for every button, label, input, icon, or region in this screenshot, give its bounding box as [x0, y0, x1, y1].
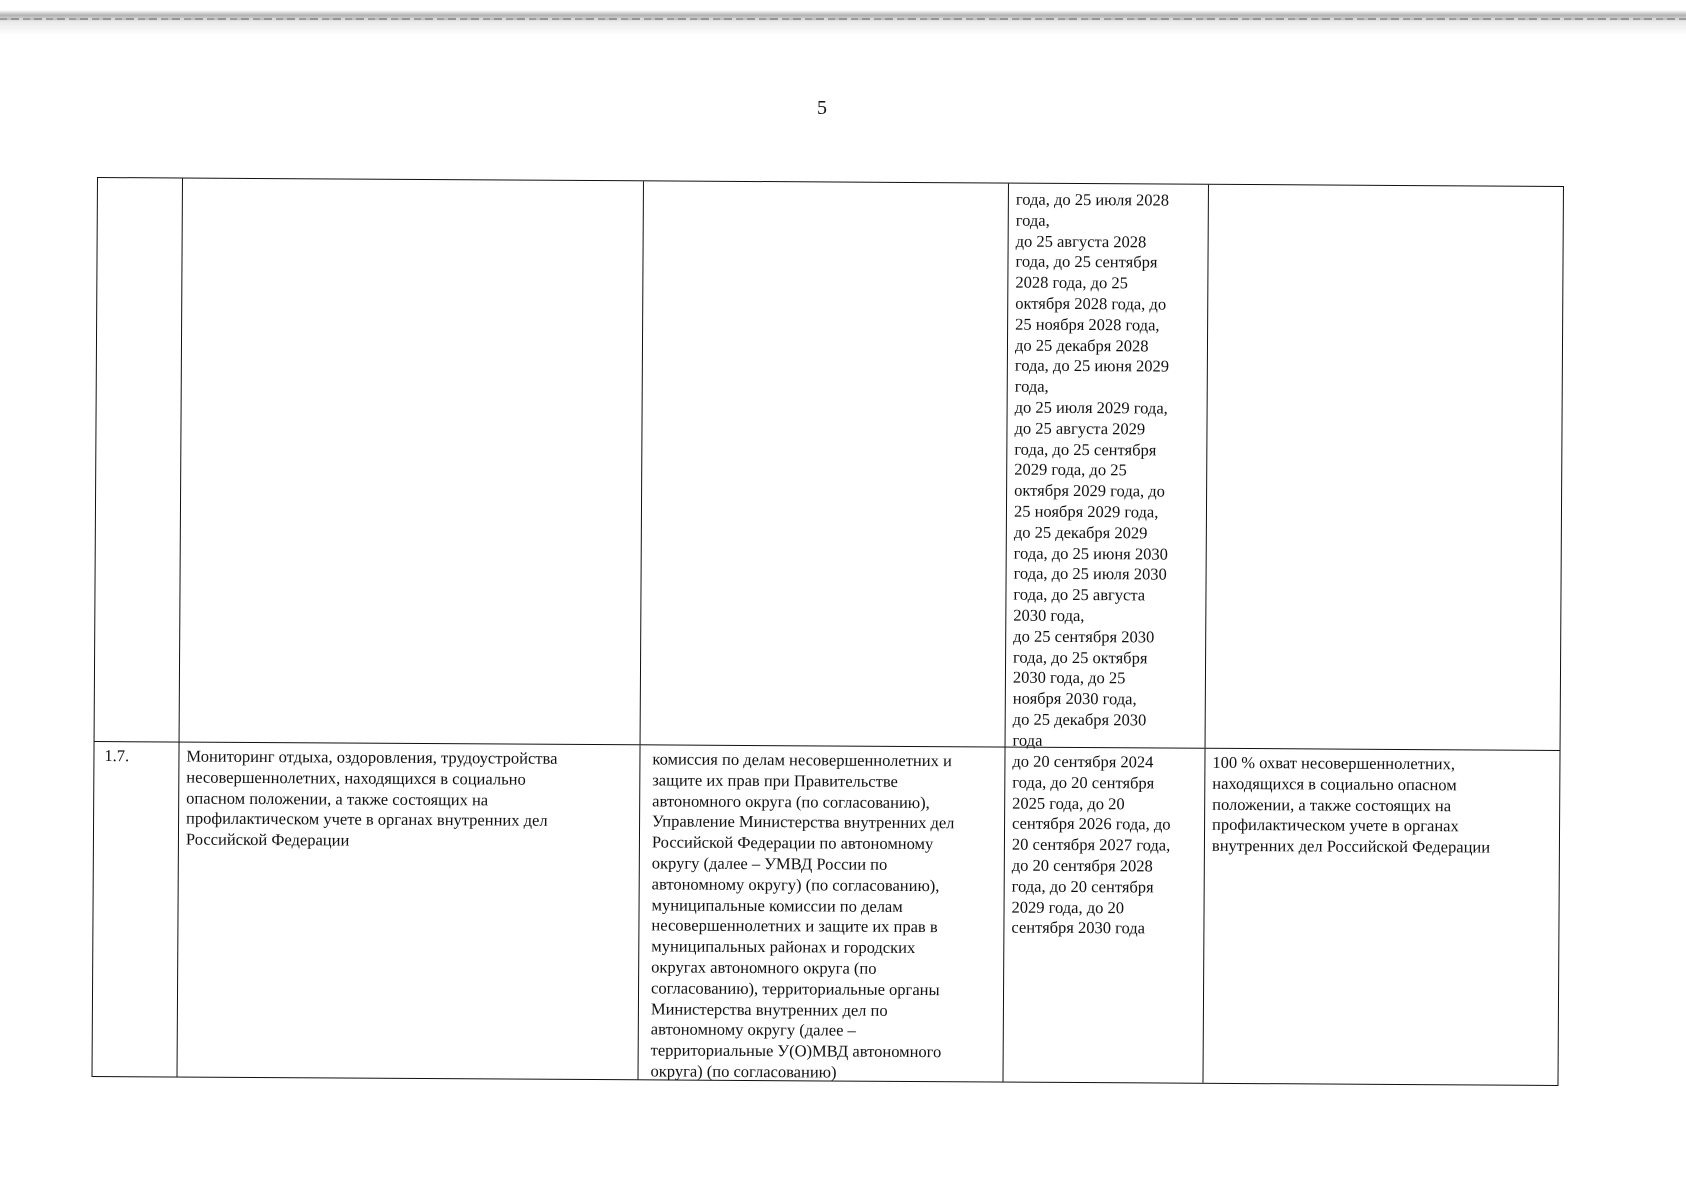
table-row-continuation: [95, 178, 1563, 751]
cell-number: 1.7.: [104, 746, 130, 766]
table-row-1-7: [93, 742, 1560, 1085]
cell-result: 100 % охват несовершеннолетних, находящихся в социально опасном положении, а также состоящих на профилактическом учете в органах внутренних дел Российской Федерации: [1211, 752, 1491, 857]
column-divider: [177, 743, 180, 1077]
column-divider: [637, 745, 640, 1079]
cell-deadline: до 20 сентября 2024 года, до 20 сентября 2025 года, до 20 сентября 2026 года, до 20 сентября 2027 года, до 20 сентября 2028 года, до 20 сентября 2029 года, до 20 сентября 2030 года: [1011, 751, 1171, 938]
cell-activity-name: Мониторинг отдыха, оздоровления, трудоустройства несовершеннолетних, находящихся в социально опасном положении, а также состоящих на профилактическом учете в органах внутренних дел Российской Федерации: [185, 746, 558, 850]
cell-result: [1216, 189, 1561, 191]
cell-activity-name: [190, 183, 630, 186]
page-number: 5: [817, 97, 827, 119]
column-divider: [179, 179, 183, 742]
plan-table: [92, 177, 1564, 1086]
cell-executors: комиссия по делам несовершеннолетних и защите их прав при Правительстве автономного округа (по согласованию), Управление Министерства внутренних дел Российской Федерации по автономному округу (далее – УМВД России по автономному округу) (по согласованию), муниципальные комиссии по делам несовершеннолетних и защите их прав в муниципальных районах и городских округах автономного округа (по согласованию), территориальные органы Министерства внутренних дел по автономному округу (далее – территориальные У(О)МВД автономного округа) (по согласованию): [650, 749, 955, 1082]
column-divider: [1202, 749, 1205, 1083]
column-divider: [640, 181, 644, 744]
column-divider: [1005, 184, 1009, 747]
cell-executors: [656, 185, 1011, 187]
scan-edge-artifact: [0, 10, 1686, 36]
cell-deadline: года, до 25 июля 2028 года, до 25 августа 2028 года, до 25 сентября 2028 года, до 25 октября 2028 года, до 25 ноября 2028 года, до 25 декабря 2028 года, до 25 июня 2029 года, до 25 июля 2029 года, до 25 августа 2029 года, до 25 сентября 2029 года, до 25 октября 2029 года, до 25 ноября 2029 года, до 25 декабря 2029 года, до 25 июня 2030 года, до 25 июля 2030 года, до 25 августа 2030 года, до 25 сентября 2030 года, до 25 октября 2030 года, до 25 ноября 2030 года, до 25 декабря 2030 года: [1012, 189, 1170, 750]
